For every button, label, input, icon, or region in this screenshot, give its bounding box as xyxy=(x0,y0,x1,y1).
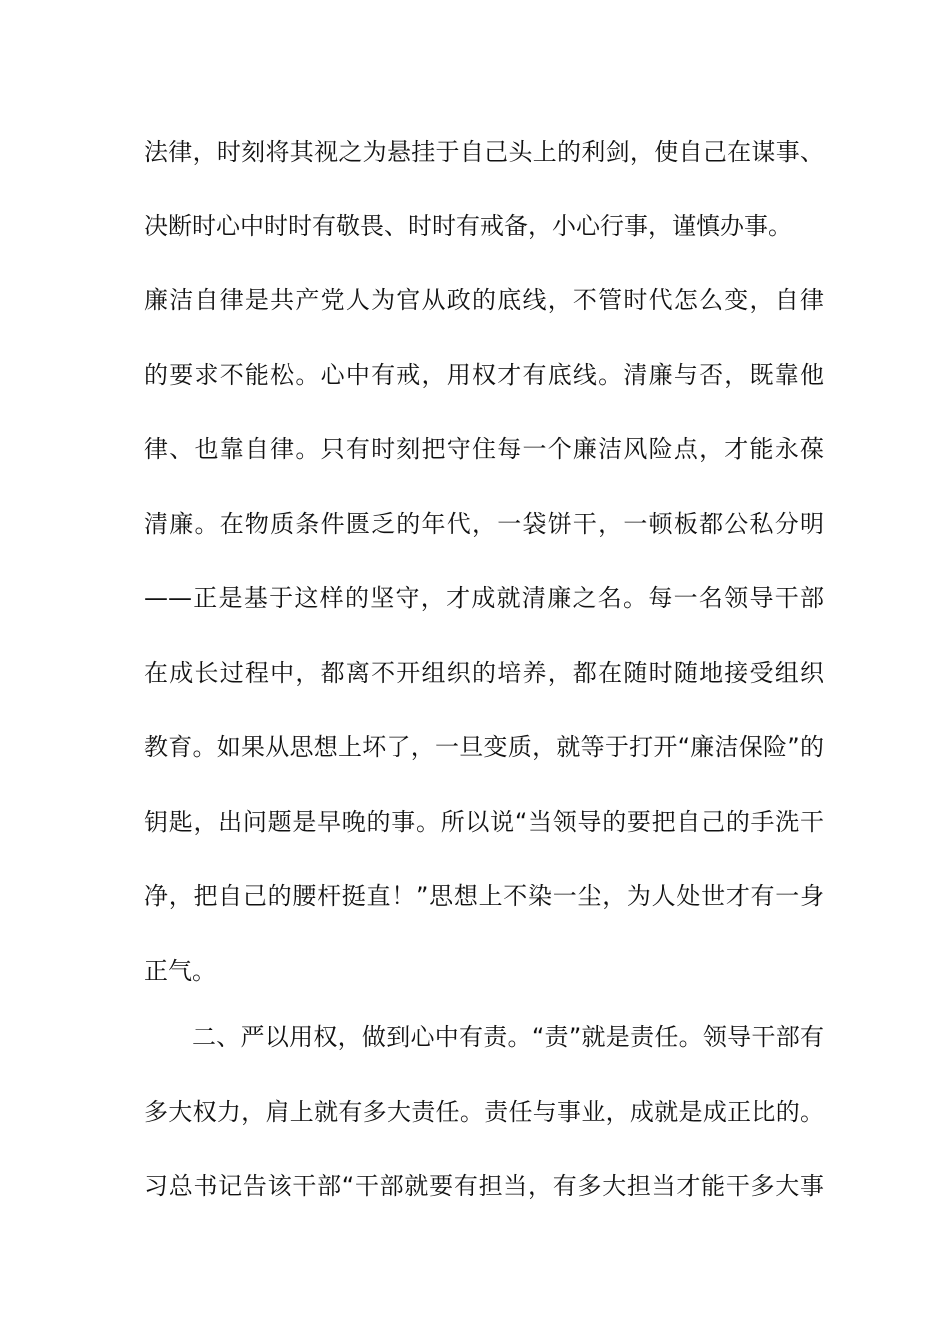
text-line-9: 教育。如果从思想上坏了，一旦变质，就等于打开“廉洁保险”的 xyxy=(144,733,824,761)
text-line-13: 二、严以用权，做到心中有责。“责”就是责任。领导干部有 xyxy=(192,1023,824,1051)
text-line-2: 决断时心中时时有敬畏、时时有戒备，小心行事，谨慎办事。 xyxy=(144,212,792,240)
text-line-10: 钥匙，出问题是早晚的事。所以说“当领导的要把自己的手洗干 xyxy=(144,808,824,836)
text-line-8: 在成长过程中，都离不开组织的培养，都在随时随地接受组织 xyxy=(144,659,824,687)
text-line-7: ——正是基于这样的坚守，才成就清廉之名。每一名领导干部 xyxy=(144,584,824,612)
text-line-4: 的要求不能松。心中有戒，用权才有底线。清廉与否，既靠他 xyxy=(144,361,824,389)
text-line-3: 廉洁自律是共产党人为官从政的底线，不管时代怎么变，自律 xyxy=(144,286,824,314)
text-line-1: 法律，时刻将其视之为悬挂于自己头上的利剑，使自己在谋事、 xyxy=(144,138,824,166)
text-line-11: 净，把自己的腰杆挺直！”思想上不染一尘，为人处世才有一身 xyxy=(144,882,824,910)
text-line-12: 正气。 xyxy=(144,957,216,985)
text-line-6: 清廉。在物质条件匮乏的年代，一袋饼干，一顿板都公私分明 xyxy=(144,510,824,538)
text-line-15: 习总书记告该干部“干部就要有担当，有多大担当才能干多大事 xyxy=(144,1172,824,1200)
text-line-5: 律、也靠自律。只有时刻把守住每一个廉洁风险点，才能永葆 xyxy=(144,435,824,463)
text-line-14: 多大权力，肩上就有多大责任。责任与事业，成就是成正比的。 xyxy=(144,1098,824,1126)
